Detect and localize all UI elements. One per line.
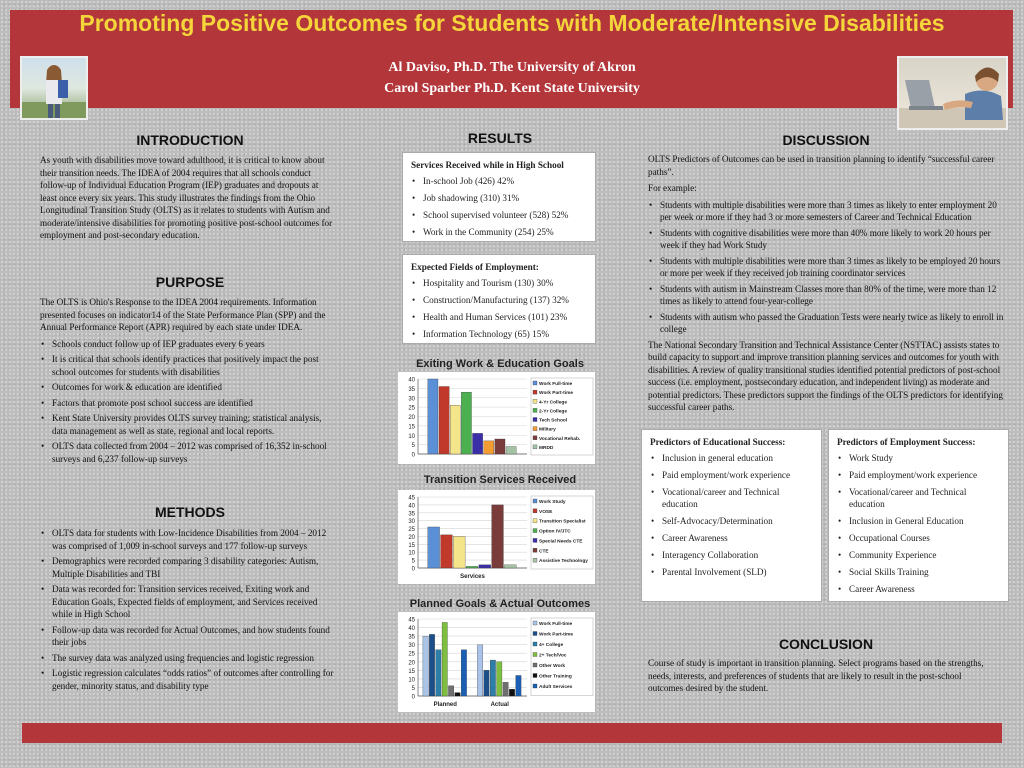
y-tick-label: 0 bbox=[411, 694, 415, 701]
bar-vose bbox=[441, 535, 453, 568]
legend-swatch bbox=[533, 408, 537, 412]
legend-swatch bbox=[533, 399, 537, 403]
discussion-intro: OLTS Predictors of Outcomes can be used in transition planning to identify “successful career paths”. bbox=[648, 154, 995, 177]
y-tick-label: 5 bbox=[411, 443, 415, 450]
list-item: • Vocational/career and Technical education bbox=[849, 486, 1000, 510]
legend-swatch bbox=[533, 436, 537, 440]
legend-swatch bbox=[533, 632, 537, 636]
y-tick-label: 15 bbox=[408, 424, 415, 431]
y-tick-label: 0 bbox=[411, 452, 415, 459]
discussion-section bbox=[648, 153, 1004, 418]
fields-box-heading: Expected Fields of Employment: bbox=[411, 262, 539, 272]
predictors-education-list bbox=[650, 452, 813, 578]
legend-swatch bbox=[533, 529, 537, 533]
legend-swatch bbox=[533, 663, 537, 667]
y-tick-label: 35 bbox=[408, 386, 415, 393]
x-tick-label: Planned bbox=[433, 702, 457, 708]
bar-work-full-time bbox=[428, 379, 438, 454]
bar-work-full-time bbox=[423, 636, 428, 696]
purpose-heading: PURPOSE bbox=[155, 274, 225, 290]
discussion-example-label: For example: bbox=[648, 183, 697, 193]
bar-special-needs-cte bbox=[479, 565, 491, 568]
y-tick-label: 40 bbox=[408, 626, 415, 633]
legend-label: Vocational Rehab. bbox=[539, 436, 581, 442]
list-item: • Students with autism who passed the Graduation Tests were nearly twice as likely to enroll in college bbox=[660, 311, 1004, 336]
bar-cte bbox=[492, 505, 504, 568]
legend-label: Work Full-time bbox=[539, 382, 573, 387]
conclusion-section bbox=[648, 657, 998, 699]
list-item: • Parental Involvement (SLD) bbox=[662, 566, 813, 578]
legend-swatch bbox=[533, 499, 537, 503]
introduction-text: As youth with disabilities move toward adulthood, it is critical to know about their transition needs. The IDEA of 2004 requires that all schools conduct follow-up of Individual Education Program (IEP) graduates and dropouts at least once every six years. This study illustrates the findings from the Ohio Longitudinal Transition Study (OLTS) as it relates to students with Autism and moderate/intensive disabilities for promoting positive post-school outcomes for employment and post-secondary education. bbox=[40, 155, 333, 240]
legend-box bbox=[531, 378, 593, 455]
y-tick-label: 30 bbox=[408, 643, 415, 650]
list-item: • The survey data was analyzed using frequencies and logistic regression bbox=[52, 652, 335, 665]
list-item: • Community Experience bbox=[849, 549, 1000, 561]
y-tick-label: 15 bbox=[408, 668, 415, 675]
list-item: • Health and Human Services (101) 23% bbox=[423, 311, 587, 323]
legend-swatch bbox=[533, 390, 537, 394]
legend-label: Other Training bbox=[539, 674, 572, 680]
bar-work-study bbox=[428, 527, 440, 568]
legend-swatch bbox=[533, 548, 537, 552]
list-item: • Career Awareness bbox=[849, 583, 1000, 595]
legend-label: VOSE bbox=[539, 509, 553, 515]
list-item: • Data was recorded for: Transition services received, Exiting work and Education Goals, Expected fields of employment, and Services received while in High School bbox=[52, 583, 335, 621]
y-tick-label: 30 bbox=[408, 519, 415, 526]
bar-4-college bbox=[436, 650, 441, 696]
list-item: • Follow-up data was recorded for Actual Outcomes, and how students found their jobs bbox=[52, 624, 335, 649]
y-tick-label: 25 bbox=[408, 527, 415, 534]
legend-swatch bbox=[533, 621, 537, 625]
legend-label: MRDD bbox=[539, 445, 554, 451]
bar-work-part-time bbox=[439, 387, 449, 455]
bar-military bbox=[484, 441, 494, 454]
y-tick-label: 25 bbox=[408, 651, 415, 658]
legend-swatch bbox=[533, 642, 537, 646]
discussion-heading: DISCUSSION bbox=[782, 132, 870, 148]
legend-label: Work Part-time bbox=[539, 632, 574, 638]
legend-label: Other Work bbox=[539, 664, 566, 669]
predictors-education-heading: Predictors of Educational Success: bbox=[650, 437, 786, 447]
introduction-section bbox=[40, 154, 335, 246]
list-item: • Students with cognitive disabilities were more than 40% more likely to work 20 hours per week if they had Work Study bbox=[660, 227, 1004, 252]
legend-swatch bbox=[533, 519, 537, 523]
legend-label: CTE bbox=[539, 549, 549, 555]
student-laptop-photo bbox=[897, 56, 1008, 130]
fields-list bbox=[411, 277, 587, 340]
bar-2-tech-voc bbox=[442, 622, 447, 696]
legend-label: Adult Services bbox=[539, 685, 573, 690]
legend-swatch bbox=[533, 558, 537, 562]
legend-label: Option IV/JTC bbox=[539, 529, 571, 535]
bar-tech-school bbox=[473, 433, 483, 454]
bar-adult-services bbox=[461, 650, 466, 696]
list-item: • Career Awareness bbox=[662, 532, 813, 544]
y-tick-label: 10 bbox=[408, 550, 415, 557]
methods-heading: METHODS bbox=[155, 504, 225, 520]
legend-label: Special Needs CTE bbox=[539, 539, 583, 545]
chart-title-planned-actual: Planned Goals & Actual Outcomes bbox=[409, 598, 591, 610]
predictors-employment-heading: Predictors of Employment Success: bbox=[837, 437, 976, 447]
planned-actual-chart bbox=[398, 612, 595, 712]
bar-mrdd bbox=[506, 447, 516, 455]
list-item: • Students with multiple disabilities were more than 3 times as likely to be employed 20 hours or more per week if they received job training coordinator services bbox=[660, 255, 1004, 280]
bar-transition-specialist bbox=[453, 536, 465, 568]
bar-4-college bbox=[490, 660, 495, 696]
y-tick-label: 40 bbox=[408, 377, 415, 384]
legend-label: 4+ College bbox=[539, 643, 564, 648]
legend-label: Tech School bbox=[539, 418, 568, 424]
purpose-section bbox=[40, 296, 335, 468]
discussion-closing: The National Secondary Transition and Technical Assistance Center (NSTTAC) assists states to build capacity to support and improve transition planning services and outcomes for youth with disabilities. A review of quality transitional studies identified potential predictors of post-school success (i.e. employment, postsecondary education, and independent living) as moderate and potential predictors. These predictors support the findings of the OLTS predictors for identifying successful career paths. bbox=[648, 339, 1003, 412]
legend-label: Transition Specialist bbox=[539, 519, 586, 525]
legend-label: Work Part-time bbox=[539, 391, 574, 397]
services-box-heading: Services Received while in High School bbox=[411, 160, 564, 170]
list-item: • Work in the Community (254) 25% bbox=[423, 226, 587, 238]
list-item: • Students with autism in Mainstream Classes more than 80% of the time, were more than 12 times as likely to attend four-year-college bbox=[660, 283, 1004, 308]
list-item: • Job shadowing (310) 31% bbox=[423, 192, 587, 204]
list-item: • Inclusion in General Education bbox=[849, 515, 1000, 527]
list-item: • Outcomes for work & education are identified bbox=[52, 381, 335, 394]
y-tick-label: 0 bbox=[411, 566, 415, 573]
methods-list bbox=[40, 527, 335, 692]
legend-swatch bbox=[533, 381, 537, 385]
y-tick-label: 30 bbox=[408, 396, 415, 403]
bar-other-work bbox=[448, 686, 453, 696]
list-item: • Occupational Courses bbox=[849, 532, 1000, 544]
legend-label: 2-Yr College bbox=[539, 409, 567, 415]
list-item: • It is critical that schools identify practices that positively impact the post school outcomes for students with disabilities bbox=[52, 353, 335, 378]
legend-label: Assistive Technology bbox=[539, 559, 588, 565]
list-item: • Social Skills Training bbox=[849, 566, 1000, 578]
exiting-goals-chart bbox=[398, 372, 595, 464]
predictors-education-box bbox=[641, 429, 822, 602]
legend-swatch bbox=[533, 509, 537, 513]
bar-other-training bbox=[455, 693, 460, 696]
author-line-1: Al Daviso, Ph.D. The University of Akron bbox=[388, 60, 636, 75]
y-tick-label: 5 bbox=[411, 685, 415, 692]
conclusion-text: Course of study is important in transition planning. Select programs based on the strengths, needs, interests, and preferences of students that are likely to result in the post-school outcomes desired by the student. bbox=[648, 658, 984, 693]
y-tick-label: 10 bbox=[408, 433, 415, 440]
list-item: • Students with multiple disabilities were more than 3 times as likely to enter employment 20 per week or more if they had 3 or more semesters of Career and Technical Education bbox=[660, 199, 1004, 224]
x-tick-label: Services bbox=[460, 574, 485, 580]
y-tick-label: 20 bbox=[408, 534, 415, 541]
bar-option-iv-jtc bbox=[466, 566, 478, 568]
legend-label: Work Full-time bbox=[539, 622, 573, 627]
legend-label: Military bbox=[539, 427, 556, 433]
y-tick-label: 5 bbox=[411, 558, 415, 565]
introduction-heading: INTRODUCTION bbox=[136, 132, 244, 148]
bar-2-yr-college bbox=[461, 392, 471, 454]
list-item: • Paid employment/work experience bbox=[849, 469, 1000, 481]
y-tick-label: 15 bbox=[408, 542, 415, 549]
y-tick-label: 45 bbox=[408, 495, 415, 502]
legend-swatch bbox=[533, 653, 537, 657]
methods-section bbox=[40, 525, 335, 695]
legend-swatch bbox=[533, 445, 537, 449]
list-item: • Construction/Manufacturing (137) 32% bbox=[423, 294, 587, 306]
chart-title-exiting-goals: Exiting Work & Education Goals bbox=[416, 358, 584, 370]
y-tick-label: 35 bbox=[408, 511, 415, 518]
list-item: • Work Study bbox=[849, 452, 1000, 464]
list-item: • Self-Advocacy/Determination bbox=[662, 515, 813, 527]
conclusion-heading: CONCLUSION bbox=[778, 636, 874, 652]
legend-label: Work Study bbox=[539, 500, 566, 505]
list-item: • School supervised volunteer (528) 52% bbox=[423, 209, 587, 221]
list-item: • OLTS data for students with Low-Incidence Disabilities from 2004 – 2012 was comprised of 1,009 in-school surveys and 177 follow-up surveys bbox=[52, 527, 335, 552]
bar-assistive-technology bbox=[504, 565, 516, 568]
author-line-2: Carol Sparber Ph.D. Kent State University bbox=[384, 81, 640, 96]
list-item: • OLTS data collected from 2004 – 2012 was comprised of 16,352 in-school surveys and 6,237 follow-up surveys bbox=[52, 440, 335, 465]
list-item: • Hospitality and Tourism (130) 30% bbox=[423, 277, 587, 289]
list-item: • Interagency Collaboration bbox=[662, 549, 813, 561]
legend-swatch bbox=[533, 674, 537, 678]
list-item: • In-school Job (426) 42% bbox=[423, 175, 587, 187]
bar-adult-services bbox=[516, 675, 521, 696]
services-list bbox=[411, 175, 587, 238]
legend-swatch bbox=[533, 418, 537, 422]
list-item: • Kent State University provides OLTS survey training; statistical analysis, data management as well as state, regional and local reports. bbox=[52, 412, 335, 437]
results-heading: RESULTS bbox=[467, 130, 533, 146]
y-tick-label: 20 bbox=[408, 660, 415, 667]
legend-swatch bbox=[533, 427, 537, 431]
list-item: • Factors that promote post school success are identified bbox=[52, 397, 335, 410]
y-tick-label: 45 bbox=[408, 617, 415, 624]
services-received-box bbox=[402, 152, 596, 242]
bar-4-yr-college bbox=[450, 405, 460, 454]
chart-title-transition-services: Transition Services Received bbox=[423, 474, 577, 486]
student-photo-left bbox=[20, 56, 88, 120]
bar-other-work bbox=[503, 682, 508, 696]
y-tick-label: 35 bbox=[408, 634, 415, 641]
bar-work-full-time bbox=[477, 645, 482, 696]
bar-vocational-rehab bbox=[495, 439, 505, 454]
list-item: • Vocational/career and Technical education bbox=[662, 486, 813, 510]
expected-fields-box bbox=[402, 254, 596, 344]
poster-title: Promoting Positive Outcomes for Students with Moderate/Intensive Disabilities bbox=[79, 10, 945, 36]
predictors-employment-box bbox=[828, 429, 1009, 602]
y-tick-label: 20 bbox=[408, 415, 415, 421]
y-tick-label: 10 bbox=[408, 677, 415, 684]
list-item: • Information Technology (65) 15% bbox=[423, 328, 587, 340]
list-item: • Demographics were recorded comparing 3 disability categories: Autism, Multiple Disabilities and TBI bbox=[52, 555, 335, 580]
list-item: • Inclusion in general education bbox=[662, 452, 813, 464]
legend-label: 4-Yr College bbox=[539, 400, 567, 406]
x-tick-label: Actual bbox=[490, 702, 509, 708]
discussion-list bbox=[648, 199, 1004, 336]
list-item: • Logistic regression calculates “odds ratios” of outcomes after controlling for gender, minority status, and disability type bbox=[52, 667, 335, 692]
legend-swatch bbox=[533, 538, 537, 542]
bar-other-training bbox=[509, 689, 514, 696]
legend-label: 2+ Tech/Voc bbox=[539, 653, 567, 659]
footer-bar bbox=[22, 723, 1002, 743]
legend-swatch bbox=[533, 684, 537, 688]
list-item: • Schools conduct follow up of IEP graduates every 6 years bbox=[52, 338, 335, 351]
list-item: • Paid employment/work experience bbox=[662, 469, 813, 481]
bar-2-tech-voc bbox=[497, 662, 502, 696]
y-tick-label: 40 bbox=[408, 503, 415, 510]
bar-work-part-time bbox=[429, 634, 434, 696]
purpose-list bbox=[40, 338, 335, 466]
y-tick-label: 25 bbox=[408, 405, 415, 412]
purpose-text: The OLTS is Ohio's Response to the IDEA 2004 requirements. Information presented focuses on indicator14 of the State Performance Plan (SPP) and the Annual Performance Report (APR) required by each state under IDEA. bbox=[40, 297, 326, 332]
transition-services-chart bbox=[398, 490, 595, 584]
bar-work-part-time bbox=[484, 670, 489, 696]
predictors-employment-list bbox=[837, 452, 1000, 595]
